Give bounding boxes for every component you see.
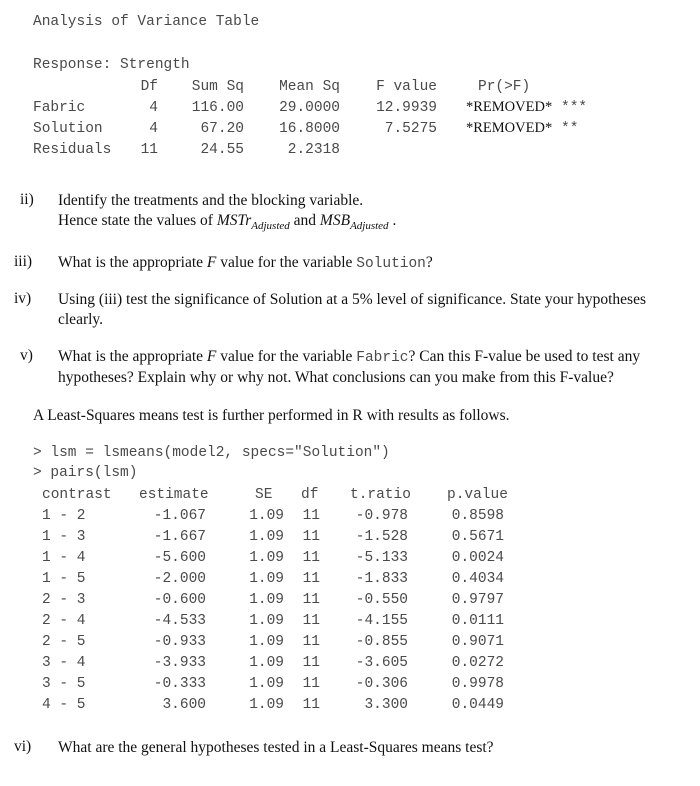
lsmeans-cell-se: 1.09 [249, 613, 284, 629]
lsmeans-cell-df: 11 [302, 655, 320, 671]
lsmeans-header-estimate: estimate [139, 487, 209, 503]
lsmeans-cell-estimate: -0.333 [153, 676, 206, 692]
lsmeans-cell-df: 11 [302, 676, 320, 692]
question-iii [58, 253, 678, 274]
question-number: vi) [14, 738, 32, 755]
lsmeans-cell-estimate: -5.600 [153, 550, 206, 566]
lsmeans-cell-df: 11 [302, 613, 320, 629]
lsmeans-cell-tratio: -0.978 [355, 508, 408, 524]
lsmeans-cell-tratio: -4.155 [355, 613, 408, 629]
lsmeans-cell-pvalue: 0.0272 [451, 655, 504, 671]
lsmeans-cell-pvalue: 0.8598 [451, 508, 504, 524]
lsmeans-cell-estimate: 3.600 [162, 697, 206, 713]
anova-row-sig: ** [561, 121, 579, 137]
lsmeans-cell-df: 11 [302, 634, 320, 650]
lsmeans-cell-estimate: -2.000 [153, 571, 206, 587]
lsmeans-cell-tratio: -0.550 [355, 592, 408, 608]
lsmeans-cell-df: 11 [302, 529, 320, 545]
anova-header-f: F value [376, 79, 437, 95]
lsmeans-cell-se: 1.09 [249, 550, 284, 566]
lsmeans-header-df: df [301, 487, 319, 503]
lsmeans-cell-tratio: -1.528 [355, 529, 408, 545]
anova-row-name: Fabric [33, 100, 86, 116]
r-command-pairs: > pairs(lsm) [33, 465, 138, 481]
question-number: v) [20, 347, 33, 364]
anova-row-sig: *** [561, 100, 588, 116]
anova-row-name: Solution [33, 121, 103, 137]
anova-row-name: Residuals [33, 142, 112, 158]
anova-row-ss: 67.20 [200, 121, 244, 137]
lsmeans-header-se: SE [255, 487, 273, 503]
lsmeans-cell-contrast: 4 - 5 [42, 697, 86, 713]
lsmeans-cell-df: 11 [302, 697, 320, 713]
lsmeans-cell-contrast: 3 - 5 [42, 676, 86, 692]
lsmeans-cell-contrast: 1 - 5 [42, 571, 86, 587]
lsmeans-cell-pvalue: 0.9978 [451, 676, 504, 692]
question-ii [58, 191, 678, 236]
lsmeans-cell-se: 1.09 [249, 592, 284, 608]
lsmeans-cell-tratio: -3.605 [355, 655, 408, 671]
r-command-lsmeans: > lsm = lsmeans(model2, specs="Solution") [33, 445, 390, 461]
lsmeans-cell-pvalue: 0.0449 [451, 697, 504, 713]
lsmeans-cell-contrast: 1 - 2 [42, 508, 86, 524]
anova-row-p: *REMOVED* [466, 120, 553, 136]
anova-row-ss: 116.00 [191, 100, 244, 116]
lsmeans-cell-contrast: 2 - 3 [42, 592, 86, 608]
lsmeans-cell-pvalue: 0.9797 [451, 592, 504, 608]
lsmeans-cell-se: 1.09 [249, 571, 284, 587]
lsmeans-cell-estimate: -0.600 [153, 592, 206, 608]
lsmeans-cell-se: 1.09 [249, 508, 284, 524]
end-text: . [388, 212, 397, 229]
lsmeans-cell-se: 1.09 [249, 655, 284, 671]
lsmeans-header-contrast: contrast [42, 487, 112, 503]
mstr-symbol: MSTr [216, 212, 252, 229]
anova-row-df: 11 [140, 142, 158, 158]
question-ii-line1: Identify the treatments and the blocking variable. [58, 192, 364, 209]
lsmeans-cell-contrast: 2 - 4 [42, 613, 86, 629]
lsmeans-cell-df: 11 [302, 592, 320, 608]
lsmeans-cell-contrast: 3 - 4 [42, 655, 86, 671]
question-number: iii) [14, 253, 33, 270]
msb-symbol: MSB [319, 212, 351, 229]
question-number: iv) [14, 290, 32, 307]
question-ii-text: Hence state the values of [58, 212, 217, 229]
anova-header-df: Df [140, 79, 158, 95]
lsmeans-cell-estimate: -3.933 [153, 655, 206, 671]
lsmeans-cell-pvalue: 0.0024 [451, 550, 504, 566]
lsmeans-cell-contrast: 1 - 4 [42, 550, 86, 566]
lsmeans-cell-estimate: -0.933 [153, 634, 206, 650]
lsmeans-cell-tratio: 3.300 [364, 697, 408, 713]
lsmeans-cell-pvalue: 0.4034 [451, 571, 504, 587]
lsmeans-intro: A Least-Squares means test is further performed in R with results as follows. [33, 407, 510, 424]
lsmeans-cell-se: 1.09 [249, 676, 284, 692]
anova-row-f: 12.9939 [376, 100, 437, 116]
lsmeans-cell-pvalue: 0.5671 [451, 529, 504, 545]
lsmeans-cell-contrast: 1 - 3 [42, 529, 86, 545]
anova-header-ss: Sum Sq [191, 79, 244, 95]
lsmeans-cell-pvalue: 0.9071 [451, 634, 504, 650]
question-vi: What are the general hypotheses tested in a Least-Squares means test? [58, 739, 494, 756]
anova-row-ms: 29.0000 [279, 100, 340, 116]
lsmeans-header-tratio: t.ratio [350, 487, 411, 503]
lsmeans-cell-tratio: -5.133 [355, 550, 408, 566]
msb-subscript: Adjusted [350, 220, 389, 233]
question-iv: Using (iii) test the significance of Solution at a 5% level of significance. State your hypotheses clearly. [58, 291, 646, 328]
lsmeans-cell-df: 11 [302, 508, 320, 524]
lsmeans-cell-contrast: 2 - 5 [42, 634, 86, 650]
lsmeans-cell-se: 1.09 [249, 634, 284, 650]
f-symbol: F [206, 348, 217, 365]
anova-row-ms: 16.8000 [279, 121, 340, 137]
question-v-text: What is the appropriate [58, 348, 207, 365]
lsmeans-cell-tratio: -0.306 [355, 676, 408, 692]
lsmeans-cell-tratio: -1.833 [355, 571, 408, 587]
lsmeans-cell-pvalue: 0.0111 [451, 613, 504, 629]
question-iii-text: What is the appropriate [58, 254, 207, 271]
anova-row-p: *REMOVED* [466, 99, 553, 115]
anova-row-df: 4 [149, 121, 158, 137]
lsmeans-cell-df: 11 [302, 571, 320, 587]
anova-header-p: Pr(>F) [478, 79, 531, 95]
variable-fabric: Fabric [356, 350, 409, 366]
lsmeans-cell-se: 1.09 [249, 529, 284, 545]
question-ii-line2 [58, 211, 678, 236]
and-text: and [289, 212, 320, 229]
lsmeans-cell-estimate: -1.667 [153, 529, 206, 545]
lsmeans-header-pvalue: p.value [447, 487, 508, 503]
question-iii-end: ? [425, 254, 433, 271]
lsmeans-cell-se: 1.09 [249, 697, 284, 713]
anova-row-df: 4 [149, 100, 158, 116]
anova-row-ss: 24.55 [200, 142, 244, 158]
lsmeans-cell-estimate: -1.067 [153, 508, 206, 524]
question-number: ii) [20, 191, 34, 208]
question-iii-text-mid: value for the variable [216, 254, 357, 271]
f-symbol: F [206, 254, 217, 271]
lsmeans-cell-estimate: -4.533 [153, 613, 206, 629]
anova-title: Analysis of Variance Table [33, 14, 260, 30]
anova-row-ms: 2.2318 [287, 142, 340, 158]
variable-solution: Solution [356, 256, 426, 272]
question-v [58, 347, 678, 388]
question-v-text-post: ? Can this F-value be used to test any hypotheses? Explain why or why not. What conclusions can you make from this F-value? [58, 348, 641, 386]
anova-header-ms: Mean Sq [279, 79, 340, 95]
mstr-subscript: Adjusted [251, 220, 290, 233]
lsmeans-cell-tratio: -0.855 [355, 634, 408, 650]
anova-response: Response: Strength [33, 57, 190, 73]
question-v-text-mid: value for the variable [216, 348, 357, 365]
lsmeans-cell-df: 11 [302, 550, 320, 566]
anova-row-f: 7.5275 [384, 121, 437, 137]
